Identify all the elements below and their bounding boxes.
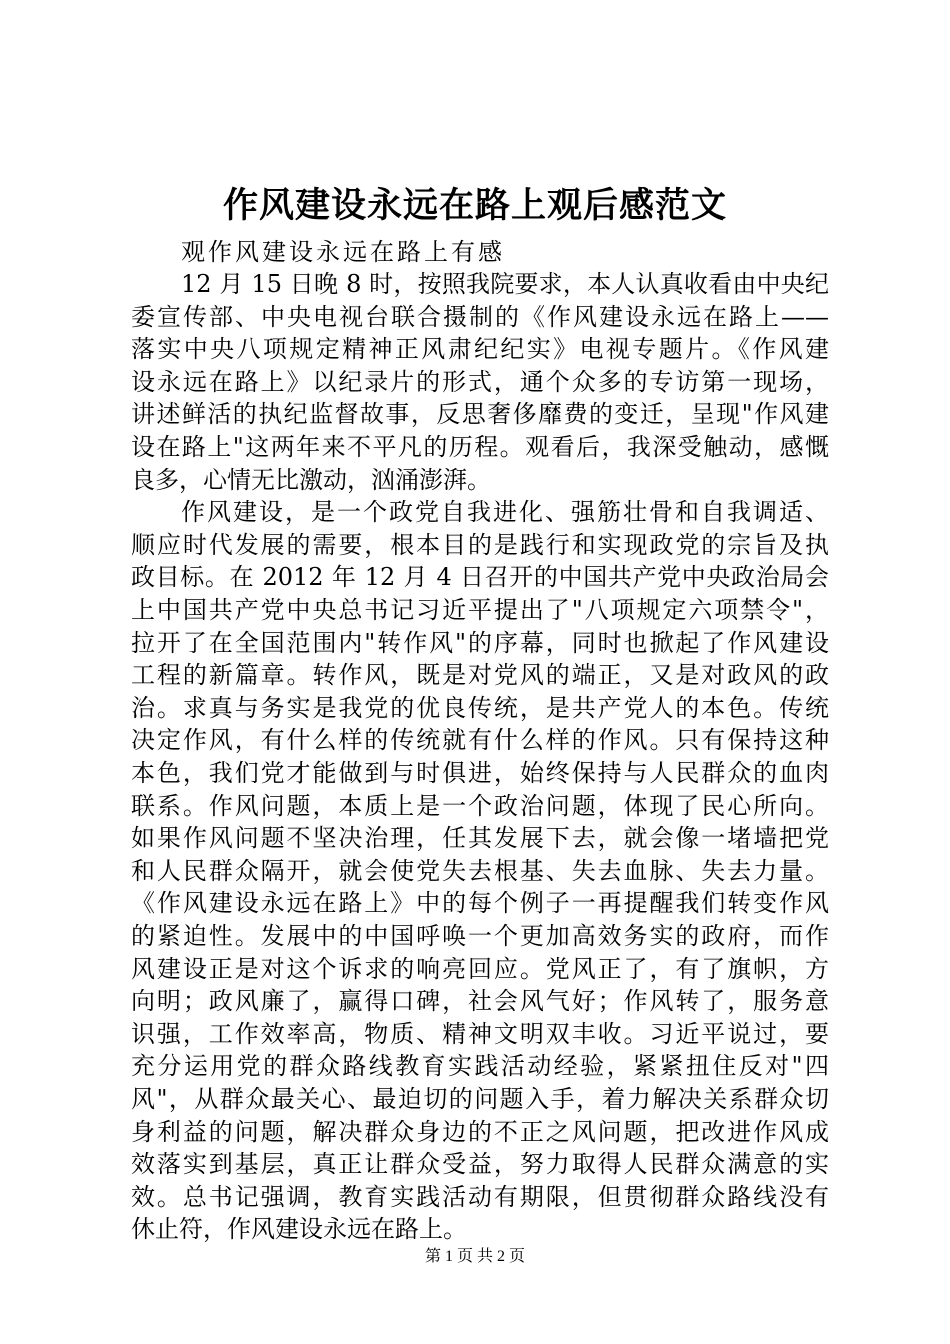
body-text-line: 政目标。在 2012 年 12 月 4 日召开的中国共产党中央政治局会 (131, 563, 829, 591)
body-text-line: 顺应时代发展的需要，根本目的是践行和实现政党的宗旨及执 (131, 531, 829, 559)
page-footer: 第 1 页 共 2 页 (424, 1248, 525, 1265)
document-subtitle: 观作风建设永远在路上有感 (181, 238, 505, 266)
body-text-line: 效落实到基层，真正让群众受益，努力取得人民群众满意的实 (131, 1150, 829, 1178)
body-text-line: 上中国共产党中央总书记习近平提出了"八项规定六项禁令"， (131, 596, 829, 624)
body-text-line: 向明；政风廉了，赢得口碑，社会风气好；作风转了，服务意 (131, 987, 829, 1015)
body-text-line: 效。总书记强调，教育实践活动有期限，但贯彻群众路线没有 (131, 1183, 829, 1211)
body-text-line: 委宣传部、中央电视台联合摄制的《作风建设永远在路上—— (131, 303, 829, 331)
body-text-line: 和人民群众隔开，就会使党失去根基、失去血脉、失去力量。 (131, 857, 829, 885)
body-text-line: 良多，心情无比激动，汹涌澎湃。 (131, 466, 491, 494)
body-text-line: 的紧迫性。发展中的中国呼唤一个更加高效务实的政府，而作 (131, 922, 829, 950)
body-text-line: 充分运用党的群众路线教育实践活动经验，紧紧扭住反对"四 (131, 1052, 829, 1080)
body-text-line: 身利益的问题，解决群众身边的不正之风问题，把改进作风成 (131, 1118, 829, 1146)
body-text-line: 休止符，作风建设永远在路上。 (131, 1215, 467, 1243)
body-text-line: 设永远在路上》以纪录片的形式，通个众多的专访第一现场， (131, 368, 829, 396)
body-text-line: 风建设正是对这个诉求的响亮回应。党风正了，有了旗帜，方 (131, 955, 829, 983)
body-text-line: 决定作风，有什么样的传统就有什么样的作风。只有保持这种 (131, 726, 829, 754)
body-text-line: 拉开了在全国范围内"转作风"的序幕，同时也掀起了作风建设 (131, 629, 829, 657)
body-text-line: 如果作风问题不坚决治理，任其发展下去，就会像一堵墙把党 (131, 824, 829, 852)
body-text-line: 作风建设，是一个政党自我进化、强筋壮骨和自我调适、 (181, 498, 829, 526)
page-title: 作风建设永远在路上观后感范文 (222, 186, 727, 226)
body-text-line: 落实中央八项规定精神正风肃纪纪实》电视专题片。《作风建 (131, 335, 829, 363)
body-text-line: 工程的新篇章。转作风，既是对党风的端正，又是对政风的政 (131, 661, 829, 689)
body-text-line: 设在路上"这两年来不平凡的历程。观看后，我深受触动，感慨 (131, 433, 829, 461)
body-text-line: 风"，从群众最关心、最迫切的问题入手，着力解决关系群众切 (131, 1085, 829, 1113)
body-text-line: 治。求真与务实是我党的优良传统，是共产党人的本色。传统 (131, 694, 829, 722)
body-text-line: 讲述鲜活的执纪监督故事，反思奢侈靡费的变迁，呈现"作风建 (131, 400, 829, 428)
body-text-line: 联系。作风问题，本质上是一个政治问题，体现了民心所向。 (131, 792, 829, 820)
body-text-line: 12 月 15 日晚 8 时，按照我院要求，本人认真收看由中央纪 (181, 270, 829, 298)
body-text-line: 识强，工作效率高，物质、精神文明双丰收。习近平说过，要 (131, 1020, 829, 1048)
body-text-line: 《作风建设永远在路上》中的每个例子一再提醒我们转变作风 (131, 889, 829, 917)
body-text-line: 本色，我们党才能做到与时俱进，始终保持与人民群众的血肉 (131, 759, 829, 787)
